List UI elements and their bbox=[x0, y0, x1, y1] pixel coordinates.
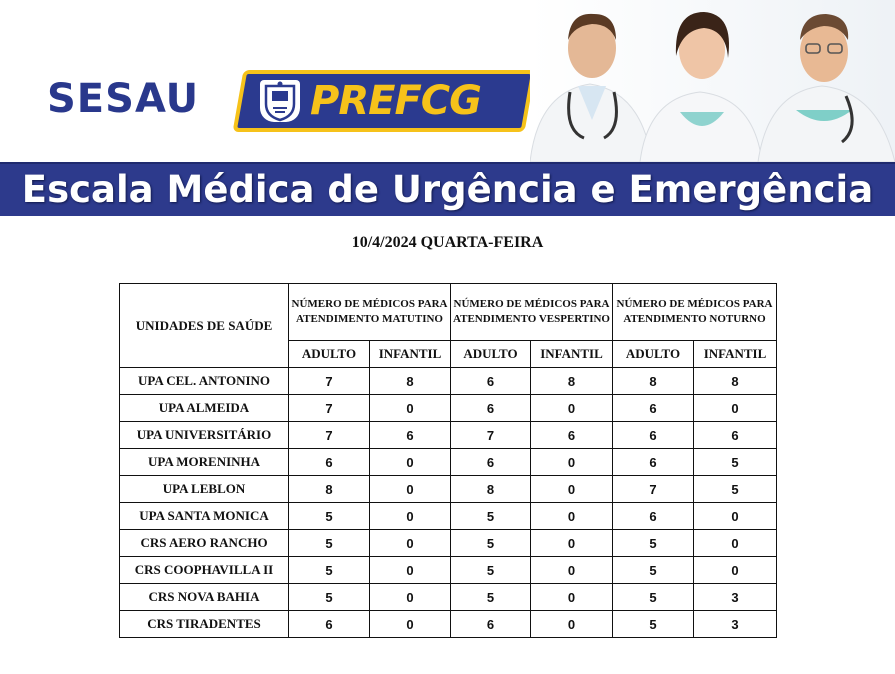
sub-header-adult: ADULTO bbox=[289, 341, 370, 368]
count-cell: 0 bbox=[370, 476, 451, 503]
count-cell: 8 bbox=[370, 368, 451, 395]
unit-name: UPA CEL. ANTONINO bbox=[120, 368, 289, 395]
count-cell: 5 bbox=[451, 584, 531, 611]
count-cell: 5 bbox=[694, 449, 777, 476]
count-cell: 6 bbox=[613, 449, 694, 476]
table-row bbox=[120, 530, 777, 557]
count-cell: 3 bbox=[694, 611, 777, 638]
count-cell: 5 bbox=[289, 584, 370, 611]
sub-header-child: INFANTIL bbox=[694, 341, 777, 368]
header-banner bbox=[0, 0, 895, 216]
count-cell: 7 bbox=[289, 395, 370, 422]
count-cell: 0 bbox=[694, 395, 777, 422]
count-cell: 6 bbox=[451, 449, 531, 476]
count-cell: 5 bbox=[289, 503, 370, 530]
count-cell: 8 bbox=[451, 476, 531, 503]
count-cell: 6 bbox=[613, 395, 694, 422]
count-cell: 0 bbox=[370, 584, 451, 611]
doctors-photo bbox=[530, 0, 895, 162]
count-cell: 0 bbox=[531, 503, 613, 530]
count-cell: 6 bbox=[289, 611, 370, 638]
count-cell: 5 bbox=[613, 584, 694, 611]
table-row bbox=[120, 584, 777, 611]
count-cell: 0 bbox=[531, 584, 613, 611]
count-cell: 5 bbox=[451, 530, 531, 557]
count-cell: 0 bbox=[694, 530, 777, 557]
count-cell: 0 bbox=[370, 395, 451, 422]
count-cell: 5 bbox=[613, 530, 694, 557]
table-row bbox=[120, 368, 777, 395]
unit-name: UPA MORENINHA bbox=[120, 449, 289, 476]
sub-header-child: INFANTIL bbox=[531, 341, 613, 368]
count-cell: 0 bbox=[531, 611, 613, 638]
count-cell: 5 bbox=[289, 557, 370, 584]
sub-header-adult: ADULTO bbox=[451, 341, 531, 368]
unit-name: UPA UNIVERSITÁRIO bbox=[120, 422, 289, 449]
count-cell: 7 bbox=[613, 476, 694, 503]
prefcg-logo-text: PREFCG bbox=[310, 78, 481, 124]
count-cell: 0 bbox=[370, 557, 451, 584]
count-cell: 6 bbox=[613, 503, 694, 530]
unit-column-header: UNIDADES DE SAÚDE bbox=[120, 284, 289, 368]
count-cell: 0 bbox=[694, 557, 777, 584]
count-cell: 5 bbox=[694, 476, 777, 503]
count-cell: 6 bbox=[531, 422, 613, 449]
count-cell: 0 bbox=[531, 449, 613, 476]
sesau-logo: SESAU bbox=[47, 76, 200, 122]
table-row bbox=[120, 395, 777, 422]
count-cell: 8 bbox=[613, 368, 694, 395]
shift-header-morning: NÚMERO DE MÉDICOS PARA ATENDIMENTO MATUTINO bbox=[289, 284, 451, 341]
unit-name: UPA LEBLON bbox=[120, 476, 289, 503]
shift-header-night: NÚMERO DE MÉDICOS PARA ATENDIMENTO NOTURNO bbox=[613, 284, 777, 341]
date-heading: 10/4/2024 QUARTA-FEIRA bbox=[351, 234, 544, 251]
table-row bbox=[120, 476, 777, 503]
count-cell: 0 bbox=[370, 530, 451, 557]
sub-header-child: INFANTIL bbox=[370, 341, 451, 368]
count-cell: 6 bbox=[451, 395, 531, 422]
table-row bbox=[120, 611, 777, 638]
shift-header-afternoon: NÚMERO DE MÉDICOS PARA ATENDIMENTO VESPERTINO bbox=[451, 284, 613, 341]
count-cell: 0 bbox=[370, 611, 451, 638]
count-cell: 5 bbox=[451, 503, 531, 530]
count-cell: 0 bbox=[531, 395, 613, 422]
count-cell: 7 bbox=[289, 368, 370, 395]
count-cell: 6 bbox=[370, 422, 451, 449]
title-band bbox=[0, 162, 895, 216]
count-cell: 0 bbox=[370, 503, 451, 530]
city-seal-icon bbox=[260, 80, 300, 122]
count-cell: 7 bbox=[289, 422, 370, 449]
schedule-table bbox=[119, 283, 777, 638]
unit-name: UPA SANTA MONICA bbox=[120, 503, 289, 530]
count-cell: 5 bbox=[613, 557, 694, 584]
table-row bbox=[120, 449, 777, 476]
count-cell: 0 bbox=[531, 530, 613, 557]
count-cell: 5 bbox=[613, 611, 694, 638]
count-cell: 3 bbox=[694, 584, 777, 611]
count-cell: 0 bbox=[531, 557, 613, 584]
table-row bbox=[120, 557, 777, 584]
count-cell: 8 bbox=[531, 368, 613, 395]
unit-name: UPA ALMEIDA bbox=[120, 395, 289, 422]
count-cell: 6 bbox=[451, 368, 531, 395]
count-cell: 6 bbox=[289, 449, 370, 476]
table-row bbox=[120, 422, 777, 449]
count-cell: 0 bbox=[531, 476, 613, 503]
count-cell: 8 bbox=[289, 476, 370, 503]
count-cell: 5 bbox=[451, 557, 531, 584]
count-cell: 8 bbox=[694, 368, 777, 395]
unit-name: CRS AERO RANCHO bbox=[120, 530, 289, 557]
count-cell: 0 bbox=[694, 503, 777, 530]
sub-header-adult: ADULTO bbox=[613, 341, 694, 368]
table-row bbox=[120, 503, 777, 530]
count-cell: 6 bbox=[613, 422, 694, 449]
count-cell: 0 bbox=[370, 449, 451, 476]
unit-name: CRS COOPHAVILLA II bbox=[120, 557, 289, 584]
unit-name: CRS TIRADENTES bbox=[120, 611, 289, 638]
count-cell: 6 bbox=[694, 422, 777, 449]
count-cell: 7 bbox=[451, 422, 531, 449]
count-cell: 5 bbox=[289, 530, 370, 557]
page-title: Escala Médica de Urgência e Emergência bbox=[21, 168, 874, 211]
count-cell: 6 bbox=[451, 611, 531, 638]
unit-name: CRS NOVA BAHIA bbox=[120, 584, 289, 611]
